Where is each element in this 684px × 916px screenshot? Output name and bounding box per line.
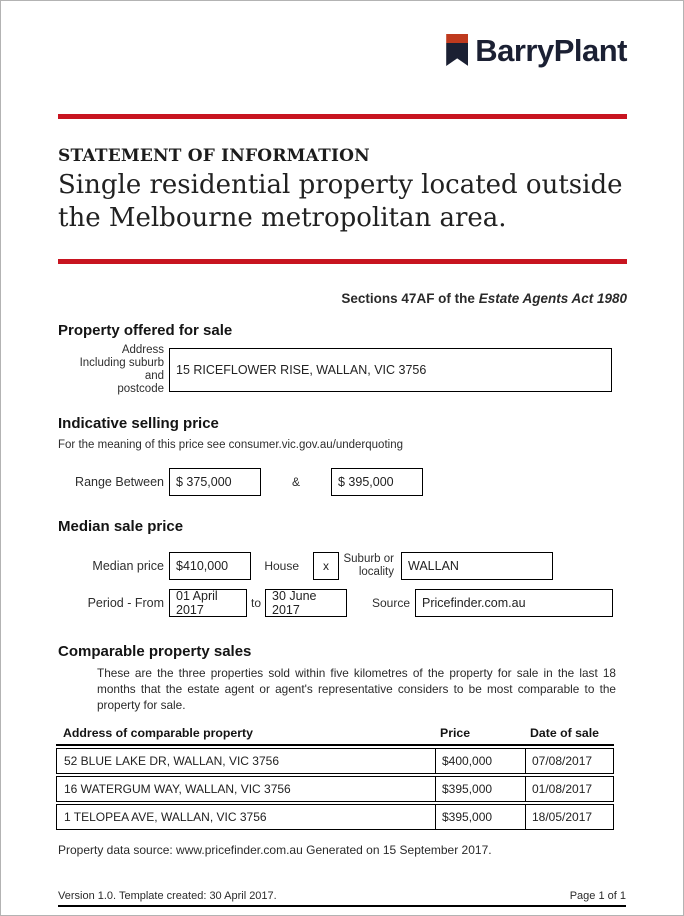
range-high-field[interactable]: $ 395,000 — [331, 468, 423, 496]
page-content — [58, 1, 627, 857]
table-row — [56, 804, 614, 830]
address-label-line3: postcode — [117, 383, 164, 395]
table-header-row — [56, 726, 614, 746]
table-row — [56, 748, 614, 774]
price-range-row — [58, 468, 627, 496]
comparable-description: These are the three properties sold within five kilometres of the property for sale in the last 18 months that the estate agent or agent's representative considers to be most comparable to the property for sale. — [97, 666, 616, 712]
header-price: Price — [440, 726, 471, 740]
page-footer — [58, 890, 626, 907]
title-red-divider — [58, 259, 627, 264]
source-field[interactable]: Pricefinder.com.au — [415, 589, 613, 617]
top-red-divider — [58, 114, 627, 119]
section-heading-median-price: Median sale price — [58, 518, 184, 535]
address-label-line2: Including suburb and — [79, 357, 164, 382]
ampersand-label: & — [291, 475, 300, 489]
period-from-field[interactable]: 01 April 2017 — [169, 589, 247, 617]
document-title — [58, 169, 627, 235]
row-price: $395,000 — [435, 805, 525, 829]
median-price-row — [58, 552, 627, 580]
address-label-line1: Address — [121, 344, 164, 356]
address-field[interactable]: 15 RICEFLOWER RISE, WALLAN, VIC 3756 — [169, 348, 612, 392]
header-date-of-sale: Date of sale — [530, 726, 600, 740]
period-from-label: Period - From — [87, 595, 164, 610]
suburb-label-line2: locality — [358, 566, 394, 578]
median-period-row — [58, 589, 627, 617]
address-row — [58, 344, 627, 396]
source-label: Source — [371, 596, 410, 610]
bookmark-ribbon-icon — [446, 34, 468, 66]
header-address: Address of comparable property — [63, 726, 253, 740]
house-label: House — [264, 559, 299, 573]
section-heading-comparable-sales: Comparable property sales — [58, 643, 252, 660]
suburb-label-line1: Suburb or — [343, 553, 394, 565]
act-reference-name: Estate Agents Act 1980 — [478, 291, 627, 306]
footer-page-number: Page 1 of 1 — [569, 890, 626, 902]
house-checkbox[interactable]: x — [313, 552, 339, 580]
period-to-field[interactable]: 30 June 2017 — [265, 589, 347, 617]
section-heading-indicative-price: Indicative selling price — [58, 415, 219, 432]
range-low-field[interactable]: $ 375,000 — [169, 468, 261, 496]
suburb-locality-label — [339, 553, 399, 579]
brand-header — [58, 34, 627, 68]
row-price: $400,000 — [435, 749, 525, 773]
range-between-label: Range Between — [75, 474, 164, 489]
row-date: 01/08/2017 — [525, 777, 615, 801]
act-reference — [58, 291, 627, 306]
act-reference-prefix: Sections 47AF of the — [341, 291, 479, 306]
table-row — [56, 776, 614, 802]
brand-name: BarryPlant — [475, 33, 627, 68]
document-title-line2: the Melbourne metropolitan area. — [58, 203, 507, 233]
locality-field[interactable]: WALLAN — [401, 552, 553, 580]
row-address: 52 BLUE LAKE DR, WALLAN, VIC 3756 — [64, 754, 279, 768]
footer-version: Version 1.0. Template created: 30 April 2017. — [58, 890, 277, 902]
row-address: 16 WATERGUM WAY, WALLAN, VIC 3756 — [64, 782, 291, 796]
document-title-line1: Single residential property located outside — [58, 170, 623, 200]
median-price-field[interactable]: $410,000 — [169, 552, 251, 580]
statement-eyebrow: STATEMENT OF INFORMATION — [58, 146, 370, 166]
comparable-sales-table — [56, 726, 614, 830]
row-address: 1 TELOPEA AVE, WALLAN, VIC 3756 — [64, 810, 267, 824]
median-price-label: Median price — [92, 558, 164, 573]
underquoting-note: For the meaning of this price see consumer.vic.gov.au/underquoting — [58, 439, 403, 451]
property-data-source-note: Property data source: www.pricefinder.com.au Generated on 15 September 2017. — [58, 843, 492, 857]
to-label: to — [250, 596, 261, 610]
row-date: 07/08/2017 — [525, 749, 615, 773]
row-price: $395,000 — [435, 777, 525, 801]
row-date: 18/05/2017 — [525, 805, 615, 829]
section-heading-property-offered: Property offered for sale — [58, 322, 233, 339]
address-label — [58, 344, 169, 396]
